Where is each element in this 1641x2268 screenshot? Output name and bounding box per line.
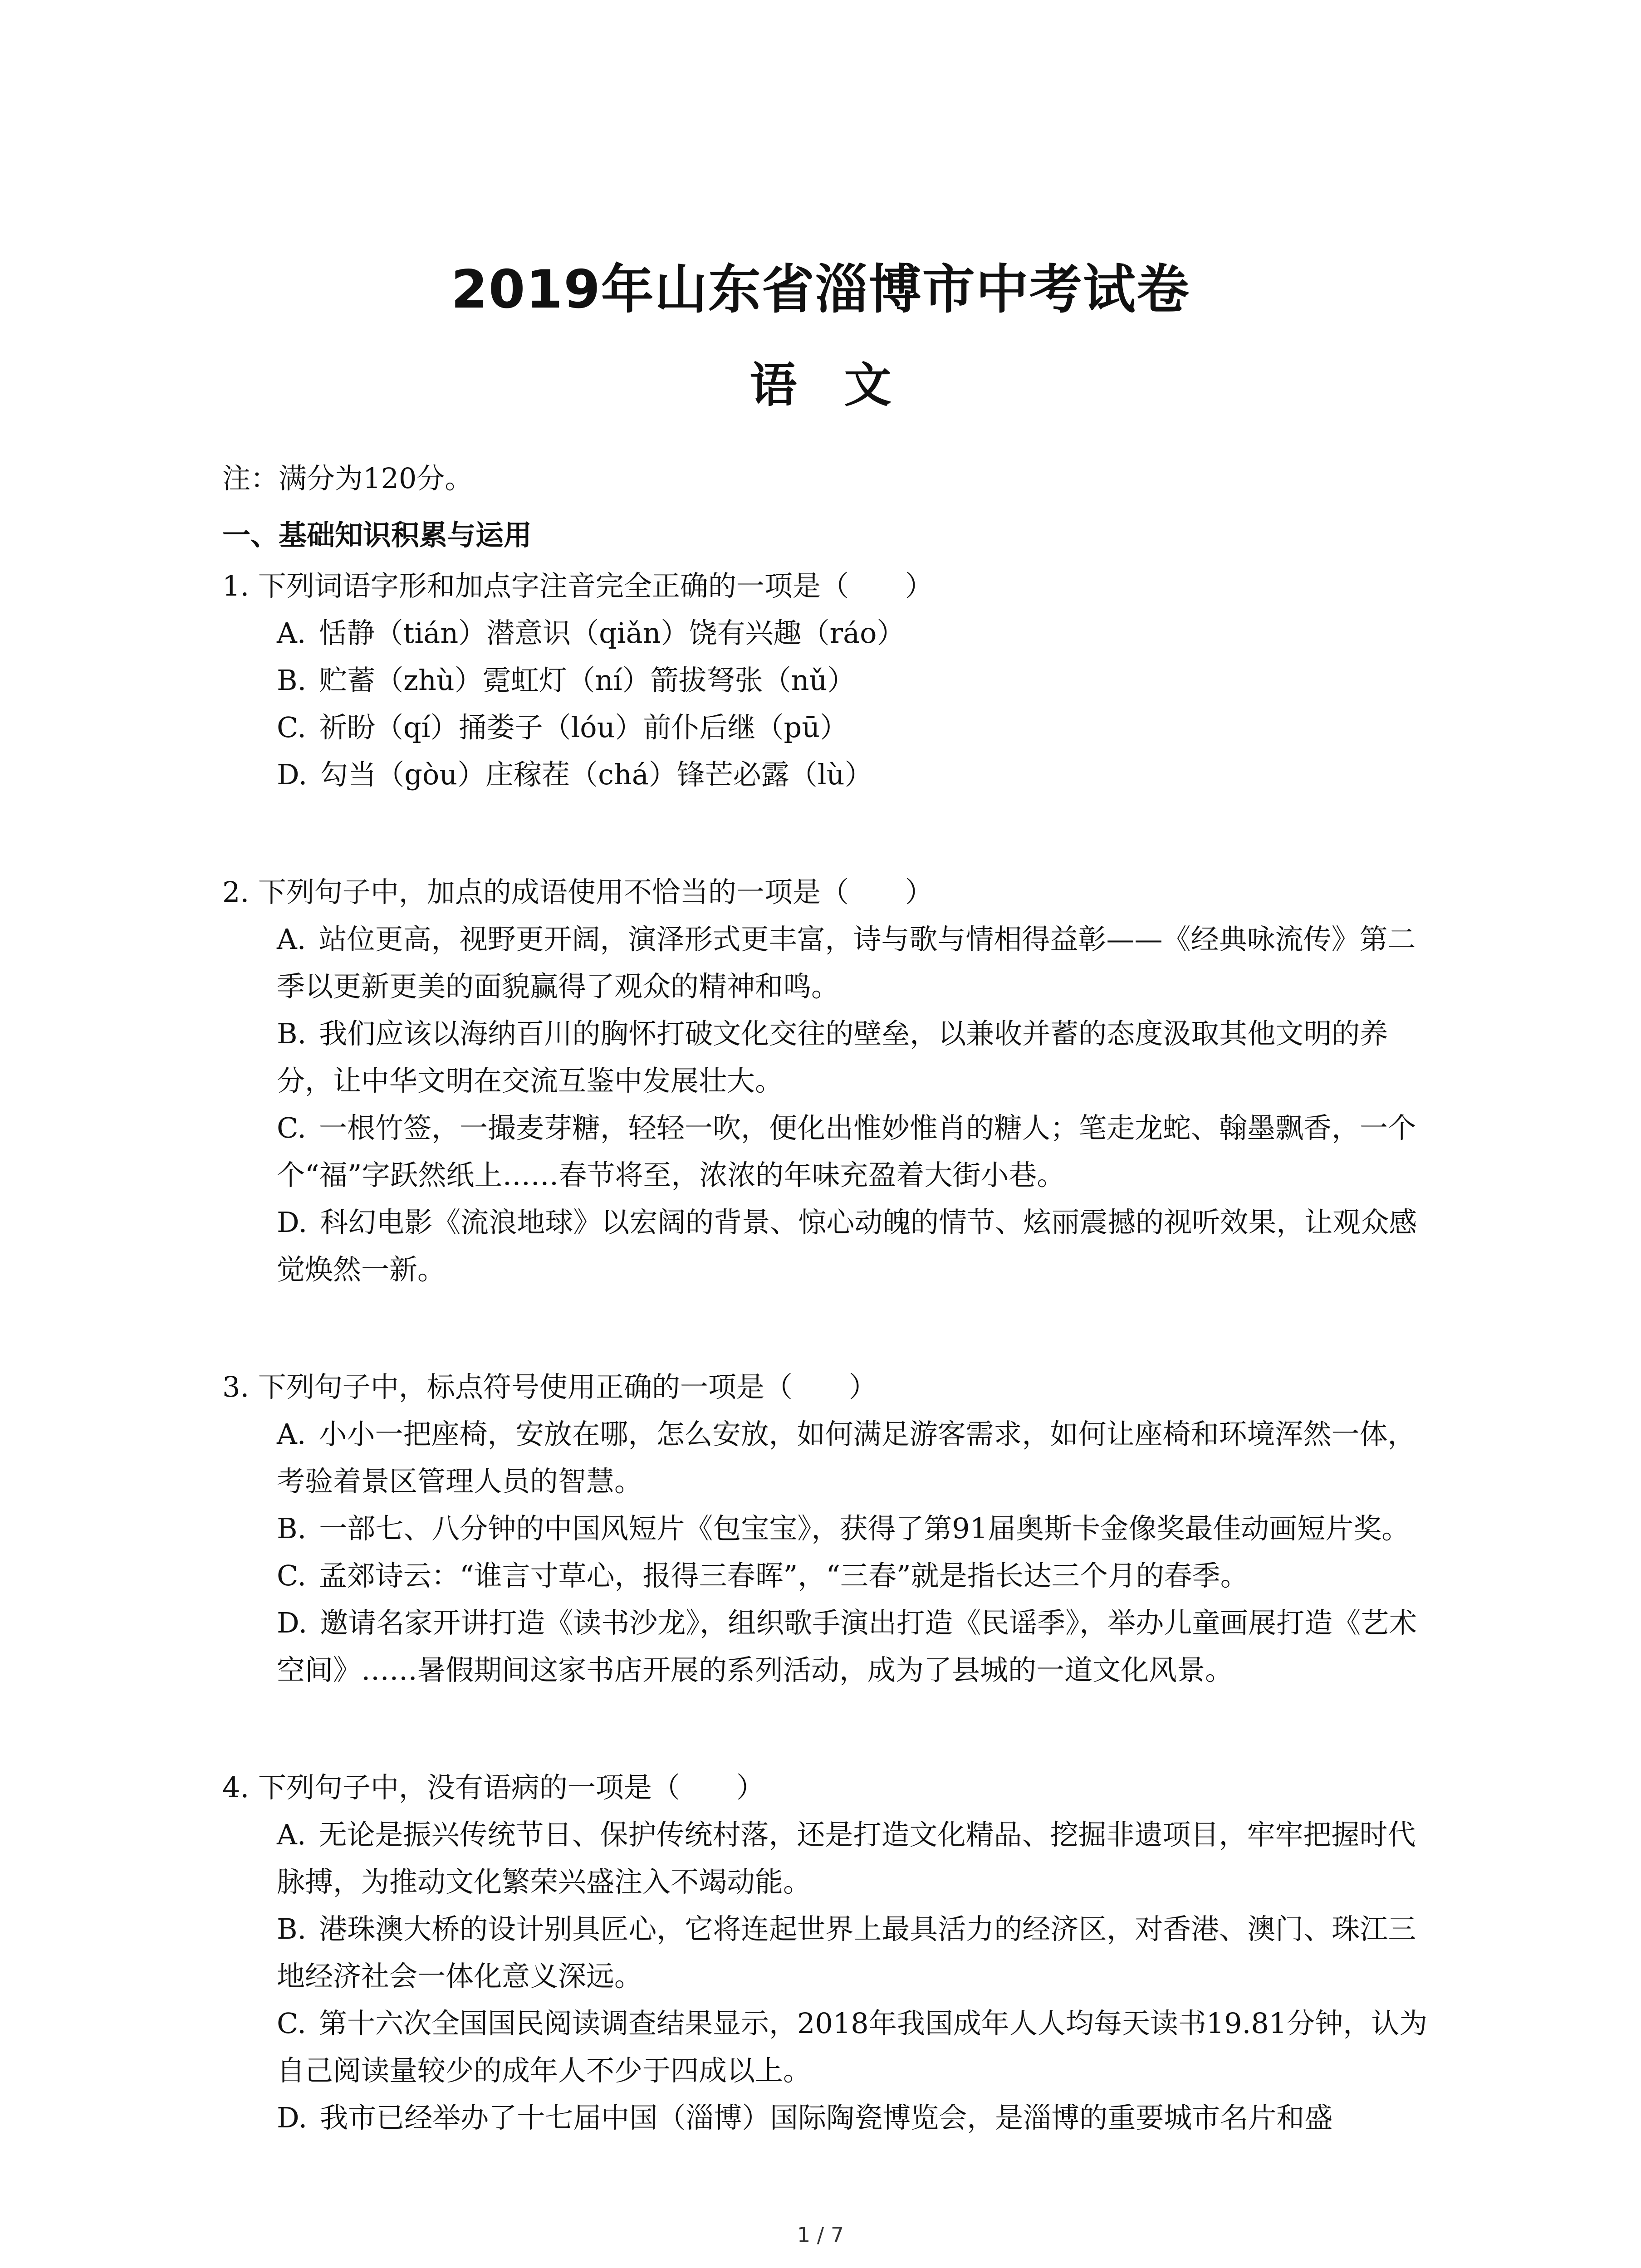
option-text: 我们应该以海纳百川的胸怀打破文化交往的壁垒，以兼收并蓄的态度汲取其他文明的养分，让中华文明在交流互鉴中发展壮大。 bbox=[277, 1017, 1388, 1097]
question-stem: 1. 下列词语字形和加点字注音完全正确的一项是（ ） bbox=[222, 569, 933, 602]
option-text: 站位更高，视野更开阔，演泽形式更丰富，诗与歌与情相得益彰——《经典咏流传》第二季以更新更美的面貌赢得了观众的精神和鸣。 bbox=[277, 923, 1416, 1003]
option-a bbox=[277, 1411, 1438, 1505]
option-text: 邀请名家开讲打造《读书沙龙》，组织歌手演出打造《民谣季》，举办儿童画展打造《艺术空间》……暑假期间这家书店开展的系列活动，成为了县城的一道文化风景。 bbox=[277, 1606, 1417, 1686]
option-a bbox=[277, 916, 1438, 1010]
option-list bbox=[222, 1811, 1438, 2141]
option-b bbox=[277, 1010, 1438, 1105]
option-letter: C. bbox=[277, 711, 306, 744]
option-letter: C. bbox=[277, 2007, 306, 2040]
option-list bbox=[222, 1411, 1438, 1694]
option-letter: B. bbox=[277, 1512, 307, 1545]
option-c bbox=[277, 1552, 1438, 1599]
subject-title: 语 文 bbox=[749, 357, 892, 413]
section-heading: 一、基础知识积累与运用 bbox=[222, 518, 532, 552]
option-text: 我市已经举办了十七届中国（淄博）国际陶瓷博览会，是淄博的重要城市名片和盛 bbox=[320, 2101, 1333, 2134]
option-text: 一部七、八分钟的中国风短片《包宝宝》，获得了第91届奥斯卡金像奖最佳动画短片奖。 bbox=[319, 1512, 1410, 1545]
option-text: 第十六次全国国民阅读调查结果显示，2018年我国成年人人均每天读书19.81分钟，认为自己阅读量较少的成年人不少于四成以上。 bbox=[277, 2007, 1428, 2087]
option-text: 科幻电影《流浪地球》以宏阔的背景、惊心动魄的情节、炫丽震撼的视听效果，让观众感觉焕然一新。 bbox=[277, 1206, 1417, 1286]
option-text: 恬静（tián）潜意识（qiǎn）饶有兴趣（ráo） bbox=[318, 616, 905, 650]
option-d bbox=[277, 751, 1438, 798]
option-letter: C. bbox=[277, 1111, 306, 1144]
option-text: 祈盼（qí）捅娄子（lóu）前仆后继（pū） bbox=[318, 711, 848, 744]
question-stem: 4. 下列句子中，没有语病的一项是（ ） bbox=[222, 1771, 764, 1804]
option-c bbox=[277, 704, 1438, 751]
option-text: 无论是振兴传统节日、保护传统村落，还是打造文化精品、挖掘非遗项目，牢牢把握时代脉搏，为推动文化繁荣兴盛注入不竭动能。 bbox=[277, 1818, 1416, 1898]
option-letter: B. bbox=[277, 664, 307, 697]
option-d bbox=[277, 2094, 1438, 2141]
option-c bbox=[277, 2000, 1438, 2094]
score-note: 注：满分为120分。 bbox=[222, 462, 473, 495]
option-letter: B. bbox=[277, 1017, 307, 1050]
option-letter: D. bbox=[277, 1606, 308, 1639]
option-text: 小小一把座椅，安放在哪，怎么安放，如何满足游客需求，如何让座椅和环境浑然一体，考验着景区管理人员的智慧。 bbox=[277, 1418, 1416, 1498]
option-text: 一根竹签，一撮麦芽糖，轻轻一吹，便化出惟妙惟肖的糖人；笔走龙蛇、翰墨飘香，一个个“福”字跃然纸上……春节将至，浓浓的年味充盈着大街小巷。 bbox=[277, 1111, 1416, 1192]
option-d bbox=[277, 1199, 1438, 1293]
page-title: 2019年山东省淄博市中考试卷 bbox=[451, 259, 1190, 320]
option-text: 港珠澳大桥的设计别具匠心，它将连起世界上最具活力的经济区，对香港、澳门、珠江三地经济社会一体化意义深远。 bbox=[277, 1912, 1416, 1993]
question-stem: 3. 下列句子中，标点符号使用正确的一项是（ ） bbox=[222, 1370, 877, 1403]
option-list bbox=[222, 610, 1438, 798]
option-a bbox=[277, 1811, 1438, 1906]
question-3 bbox=[222, 1364, 1438, 1694]
option-letter: C. bbox=[277, 1559, 306, 1592]
option-letter: D. bbox=[277, 758, 308, 791]
option-letter: B. bbox=[277, 1912, 307, 1945]
option-text: 贮蓄（zhù）霓虹灯（ní）箭拔弩张（nǔ） bbox=[319, 664, 856, 697]
option-letter: D. bbox=[277, 2101, 308, 2134]
option-letter: A. bbox=[277, 923, 306, 956]
option-letter: A. bbox=[277, 1418, 306, 1451]
option-text: 勾当（gòu）庄稼茬（chá）锋芒必露（lù） bbox=[320, 758, 873, 791]
option-b bbox=[277, 1505, 1438, 1552]
option-b bbox=[277, 1906, 1438, 2000]
question-2 bbox=[222, 869, 1438, 1293]
option-b bbox=[277, 657, 1438, 704]
option-text: 孟郊诗云：“谁言寸草心，报得三春晖”，“三春”就是指长达三个月的春季。 bbox=[318, 1559, 1249, 1592]
option-c bbox=[277, 1105, 1438, 1199]
option-a bbox=[277, 610, 1438, 657]
option-letter: A. bbox=[277, 1818, 306, 1851]
question-4 bbox=[222, 1764, 1438, 2141]
option-letter: D. bbox=[277, 1206, 308, 1239]
questions-list bbox=[222, 562, 1438, 2212]
page-number: 1 / 7 bbox=[797, 2223, 844, 2247]
option-letter: A. bbox=[277, 616, 306, 650]
option-d bbox=[277, 1599, 1438, 1694]
option-list bbox=[222, 916, 1438, 1293]
question-1 bbox=[222, 562, 1438, 798]
question-stem: 2. 下列句子中，加点的成语使用不恰当的一项是（ ） bbox=[222, 875, 933, 909]
